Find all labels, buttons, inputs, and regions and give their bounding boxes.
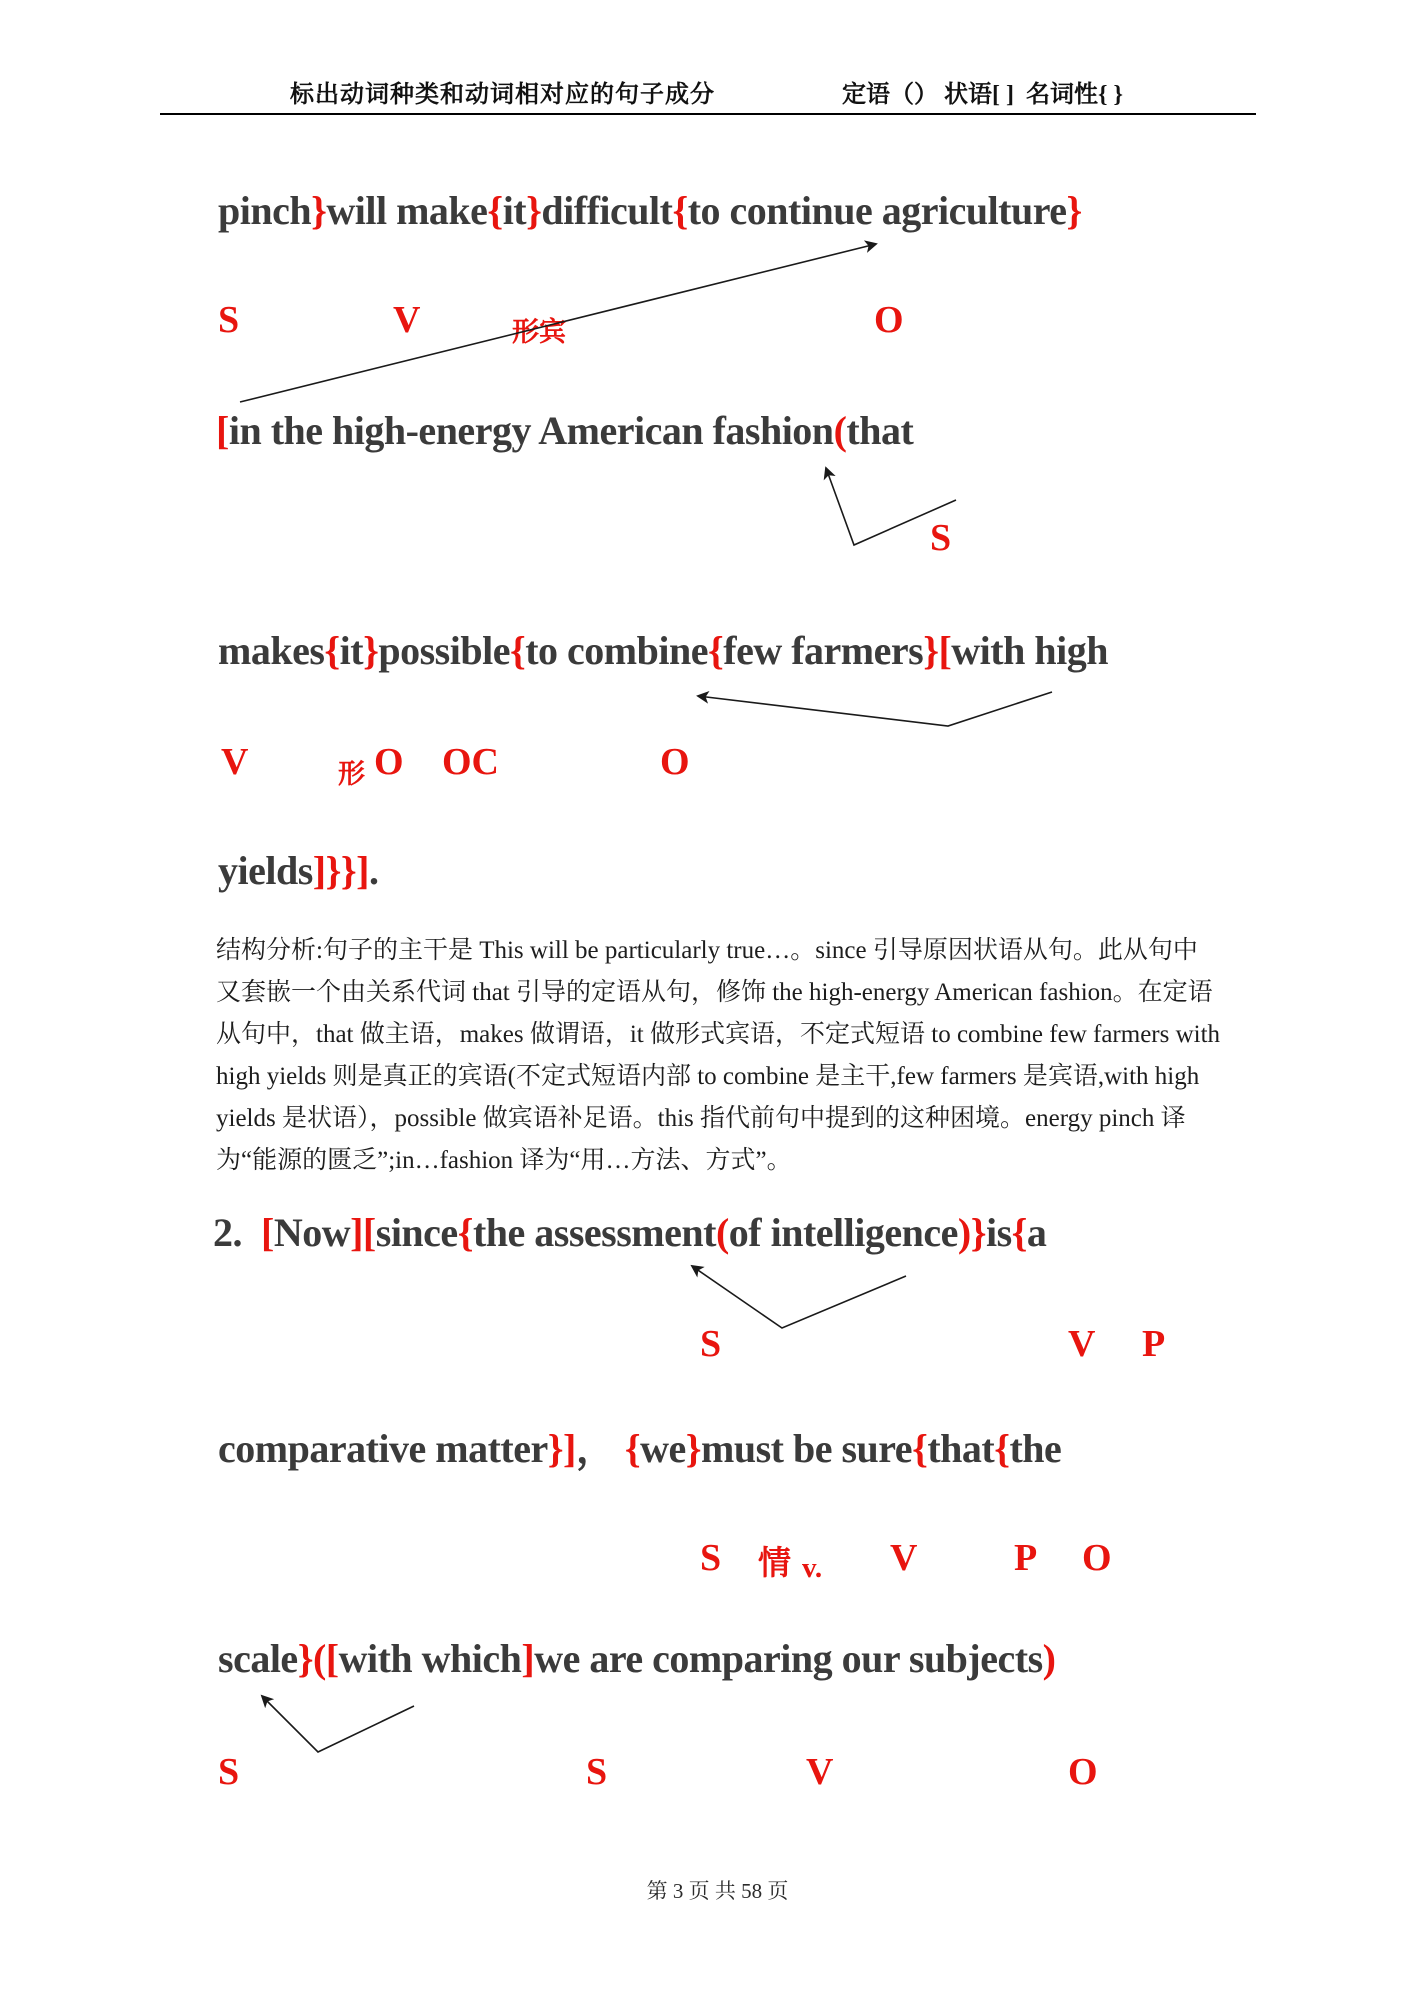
s1-labels-svo-label: O [874, 299, 904, 341]
sentence-text: few farmers [723, 628, 924, 673]
s1-labels-voc-label: O [660, 741, 690, 783]
s2-labels-svp-label: V [1068, 1323, 1096, 1365]
s2-labels-modal-label: 情 [758, 1546, 791, 1582]
analysis-line: 又套嵌一个由关系代词 that 引导的定语从句，修饰 the high-energy American fashion。在定语 [216, 979, 1213, 1006]
sentence-text: to continue agriculture [687, 188, 1067, 233]
sentence-text: the assessment [472, 1210, 716, 1255]
s2-labels-ssvo [0, 1750, 1414, 1798]
page-footer [0, 1850, 1414, 1930]
s1-labels-voc-label: OC [442, 741, 499, 783]
s2-labels-ssvo-label: V [806, 1751, 834, 1793]
bracket-mark: { [487, 188, 503, 233]
bracket-mark: ][ [350, 1210, 376, 1255]
bracket-mark: { [324, 628, 340, 673]
s2-labels-modal-label: V [890, 1537, 918, 1579]
bracket-mark: { [457, 1210, 473, 1255]
analysis-line: high yields 则是真正的宾语(不定式短语内部 to combine 是主干,few farmers 是宾语,with high [216, 1063, 1200, 1090]
bracket-mark: ( [715, 1210, 729, 1255]
sentence-text: pinch [218, 188, 312, 233]
sentence-text: to combine [525, 628, 708, 673]
bracket-mark: [ [216, 408, 229, 453]
bracket-mark: }([ [297, 1636, 339, 1681]
bracket-mark: ) [1042, 1636, 1056, 1681]
s1-line4 [218, 848, 378, 894]
s2-labels-svp [0, 1322, 1414, 1370]
bracket-mark: } [311, 188, 327, 233]
s1-labels-svo-label: 形宾 [512, 317, 566, 347]
sentence-text: with which [338, 1636, 522, 1681]
sentence-text: ， [575, 1426, 625, 1471]
sentence-text: scale [218, 1636, 298, 1681]
sentence-text: we are comparing our subjects [534, 1636, 1043, 1681]
sentence-text: of intelligence [728, 1210, 958, 1255]
sentence-text: it [502, 188, 527, 233]
header-right-legend: 定语（） 状语[ ] 名词性{ } [842, 82, 1123, 108]
bracket-mark: { [672, 188, 688, 233]
s2-labels-modal-label: O [1082, 1537, 1112, 1579]
s1-labels-svo-label: V [393, 299, 421, 341]
sentence-text: difficult [541, 188, 673, 233]
s1-labels-voc-label: O [374, 741, 404, 783]
arrow-s-to-assessment [692, 1266, 906, 1328]
s1-label-that-s-label: S [930, 517, 952, 559]
sentence-text: the [1009, 1426, 1062, 1471]
bracket-mark: }] [547, 1426, 576, 1471]
s1-labels-voc-label: V [221, 741, 249, 783]
s1-labels-svo-label: S [218, 299, 240, 341]
s2-line3 [218, 1636, 1055, 1682]
s2-labels-modal-label: S [700, 1537, 722, 1579]
s1-labels-voc [0, 740, 1414, 788]
analysis-line: 结构分析:句子的主干是 This will be particularly true…。since 引导原因状语从句。此从句中 [216, 937, 1198, 964]
s2-labels-modal-label: v. [802, 1552, 823, 1584]
sentence-text: must be sure [701, 1426, 913, 1471]
sentence-text: is [985, 1210, 1012, 1255]
sentence-text: with high [951, 628, 1108, 673]
header-left-title: 标出动词种类和动词相对应的句子成分 [290, 82, 715, 108]
s2-labels-modal-label: P [1014, 1537, 1038, 1579]
sentence-text: . [368, 848, 379, 893]
sentence-text: we [640, 1426, 686, 1471]
bracket-mark: } [363, 628, 379, 673]
s2-labels-modal [0, 1536, 1414, 1584]
s2-labels-ssvo-label: S [586, 1751, 608, 1793]
bracket-mark: [ [261, 1210, 274, 1255]
bracket-mark: { [1011, 1210, 1027, 1255]
bracket-mark: { [912, 1426, 928, 1471]
analysis-paragraph [216, 930, 1220, 1182]
sentence-text: since [375, 1210, 458, 1255]
s1-line3 [218, 628, 1108, 674]
bracket-mark: { [509, 628, 526, 673]
analysis-line: 为“能源的匮乏”;in…fashion 译为“用…方法、方式”。 [216, 1147, 792, 1174]
bracket-mark: } [526, 188, 542, 233]
s1-label-that-s [0, 516, 1414, 564]
page-number-text: 第 3 页 共 58 页 [646, 1879, 789, 1903]
s2-labels-svp-label: P [1142, 1323, 1166, 1365]
s2-line1 [213, 1210, 1046, 1256]
bracket-mark: [ [938, 628, 952, 673]
sentence-text: it [339, 628, 364, 673]
bracket-mark: { [708, 628, 724, 673]
bracket-mark: )} [957, 1210, 986, 1255]
s1-labels-voc-label: 形 [338, 759, 365, 789]
s1-line2 [216, 408, 913, 454]
bracket-mark: ]}}] [312, 848, 369, 893]
bracket-mark: } [1066, 188, 1082, 233]
s2-labels-svp-label: S [700, 1323, 722, 1365]
sentence-text: in the high-energy American fashion [228, 408, 834, 453]
arrow-s-to-scale [262, 1696, 414, 1752]
analysis-line: yields 是状语），possible 做宾语补足语。this 指代前句中提到的这种困境。energy pinch 译 [216, 1105, 1186, 1132]
sentence-text: comparative matter [218, 1426, 548, 1471]
header-rule [160, 113, 1256, 115]
s2-labels-ssvo-label: O [1068, 1751, 1098, 1793]
s1-labels-svo [0, 298, 1414, 346]
sentence-text: makes [218, 628, 325, 673]
s2-labels-ssvo-label: S [218, 1751, 240, 1793]
bracket-mark: { [994, 1426, 1010, 1471]
analysis-line: 从句中，that 做主语，makes 做谓语，it 做形式宾语，不定式短语 to combine few farmers with [216, 1021, 1221, 1048]
arrow-with-to-combine [698, 692, 1052, 726]
sentence-text: a [1026, 1210, 1047, 1255]
sentence-text: 2. [213, 1210, 261, 1255]
s1-line1 [218, 188, 1082, 234]
sentence-text: that [927, 1426, 995, 1471]
sentence-text: yields [218, 848, 313, 893]
sentence-text: possible [378, 628, 510, 673]
bracket-mark: } [923, 628, 939, 673]
sentence-text: will make [326, 188, 488, 233]
sentence-text: that [846, 408, 914, 453]
s2-line2 [218, 1426, 1061, 1472]
bracket-mark: } [685, 1426, 701, 1471]
bracket-mark: ] [521, 1636, 535, 1681]
bracket-mark: { [624, 1426, 641, 1471]
sentence-text: Now [273, 1210, 351, 1255]
bracket-mark: ( [833, 408, 847, 453]
